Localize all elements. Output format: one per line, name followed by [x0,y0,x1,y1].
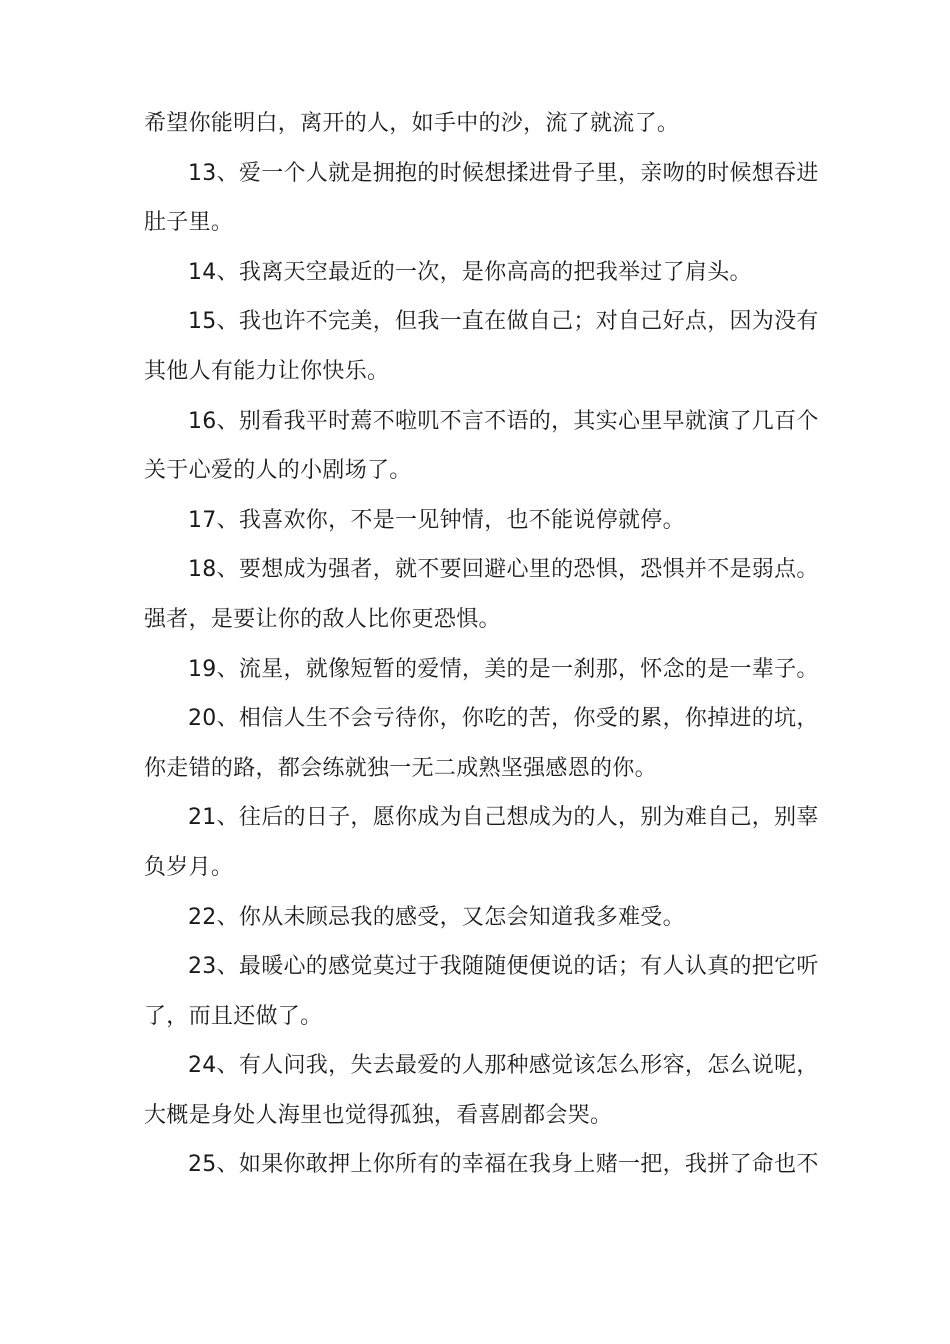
paragraph-item-24: 24、有人问我，失去最爱的人那种感觉该怎么形容，怎么说呢，大概是身处人海里也觉得孤独，看喜剧都会哭。 [144,1053,819,1128]
paragraph-item-19: 19、流星，就像短暂的爱情，美的是一刹那，怀念的是一辈子。 [188,656,819,682]
paragraph-item-14: 14、我离天空最近的一次，是你高高的把我举过了肩头。 [188,259,752,285]
paragraph-item-21: 21、往后的日子，愿你成为自己想成为的人，别为难自己，别辜负岁月。 [144,805,819,880]
paragraph-item-17: 17、我喜欢你，不是一见钟情，也不能说停就停。 [188,507,685,533]
paragraph-item-13: 13、爱一个人就是拥抱的时候想揉进骨子里，亲吻的时候想吞进肚子里。 [144,160,819,236]
paragraph-item-23: 23、最暖心的感觉莫过于我随随便便说的话；有人认真的把它听了，而且还做了。 [144,954,819,1029]
paragraph-item-18: 18、要想成为强者，就不要回避心里的恐惧，恐惧并不是弱点。强者，是要让你的敌人比你更恐惧。 [144,557,819,632]
paragraph-item-15: 15、我也许不完美，但我一直在做自己；对自己好点，因为没有其他人有能力让你快乐。 [144,309,819,384]
paragraph-item-22: 22、你从未顾忌我的感受，又怎会知道我多难受。 [188,904,685,930]
paragraph-continuation: 希望你能明白，离开的人，如手中的沙，流了就流了。 [144,111,680,136]
paragraph-item-20: 20、相信人生不会亏待你，你吃的苦，你受的累，你掉进的坑，你走错的路，都会练就独一无二成熟坚强感恩的你。 [144,706,819,781]
paragraph-item-25: 25、如果你敢押上你所有的幸福在我身上赌一把，我拼了命也不 [188,1152,819,1178]
paragraph-item-16: 16、别看我平时蔫不啦叽不言不语的，其实心里早就演了几百个关于心爱的人的小剧场了。 [144,408,819,484]
document-body [144,99,824,1190]
